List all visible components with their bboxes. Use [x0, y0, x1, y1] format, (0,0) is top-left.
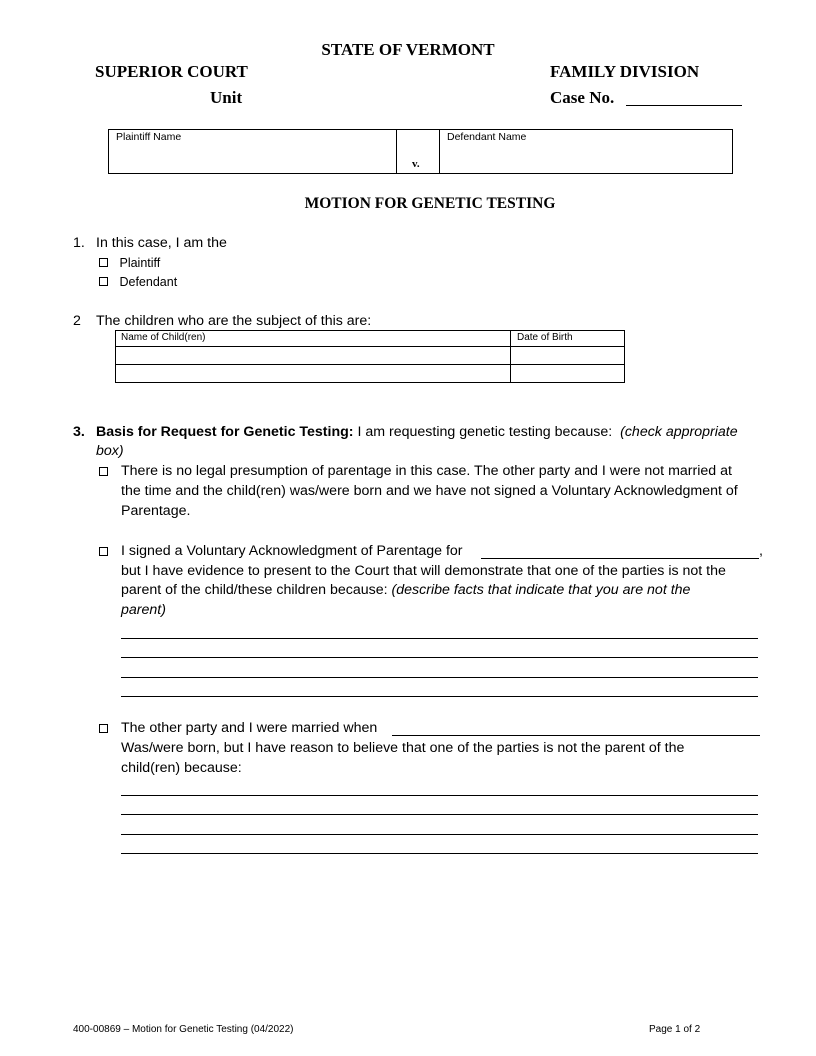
page-number: Page 1 of 2	[649, 1024, 701, 1035]
option-a-line-3: Parentage.	[121, 503, 191, 519]
document-title: MOTION FOR GENETIC TESTING	[304, 195, 556, 212]
court-name: SUPERIOR COURT	[95, 62, 248, 81]
division-name: FAMILY DIVISION	[550, 62, 700, 81]
case-number-field[interactable]	[626, 105, 742, 106]
reason-line[interactable]	[121, 834, 758, 835]
section-3-number: 3.	[73, 424, 85, 440]
state-heading: STATE OF VERMONT	[321, 40, 495, 59]
facts-line[interactable]	[121, 638, 758, 639]
option-b-comma: ,	[759, 543, 763, 559]
plaintiff-checkbox[interactable]	[99, 258, 108, 267]
facts-line[interactable]	[121, 657, 758, 658]
plaintiff-option[interactable]	[99, 256, 160, 270]
facts-line[interactable]	[121, 696, 758, 697]
section-2-text: The children who are the subject of this are:	[96, 313, 372, 329]
section-1-text: In this case, I am the	[96, 235, 227, 251]
option-a-line-1: There is no legal presumption of parentage in this case. The other party and I were not married at	[121, 463, 732, 479]
option-c-line-3: child(ren) because:	[121, 760, 242, 776]
section-1-number: 1.	[73, 235, 85, 251]
option-c-line-2: Was/were born, but I have reason to believe that one of the parties is not the parent of the	[121, 740, 685, 756]
option-b-line-3: parent of the child/these children because: (describe facts that indicate that you are not the	[121, 582, 691, 598]
married-checkbox[interactable]	[99, 724, 108, 733]
versus-label: v.	[412, 158, 420, 170]
acknowledgment-child-field[interactable]	[481, 558, 759, 559]
voluntary-acknowledgment-checkbox[interactable]	[99, 547, 108, 556]
reason-line[interactable]	[121, 814, 758, 815]
child-name-cell[interactable]	[116, 365, 509, 382]
option-a-line-2: the time and the child(ren) was/were born and we have not signed a Voluntary Acknowledgment of	[121, 483, 738, 499]
option-b-line-4: parent)	[121, 602, 166, 618]
column-header-child-name: Name of Child(ren)	[121, 332, 206, 343]
facts-line[interactable]	[121, 677, 758, 678]
reason-line[interactable]	[121, 853, 758, 854]
option-c-line-1: The other party and I were married when	[121, 720, 378, 736]
section-2-number: 2	[73, 313, 81, 329]
marriage-date-field[interactable]	[392, 735, 760, 736]
defendant-name-field[interactable]: Defendant Name	[447, 131, 527, 143]
date-of-birth-cell[interactable]	[512, 347, 624, 363]
defendant-option[interactable]	[99, 275, 177, 289]
case-number-label: Case No.	[550, 88, 615, 107]
defendant-checkbox[interactable]	[99, 277, 108, 286]
date-of-birth-cell[interactable]	[512, 365, 624, 382]
plaintiff-name-field[interactable]: Plaintiff Name	[116, 131, 182, 143]
option-b-line-2: but I have evidence to present to the Court that will demonstrate that one of the parties is not the	[121, 563, 726, 579]
reason-line[interactable]	[121, 795, 758, 796]
section-3-instruction: box)	[96, 443, 124, 459]
option-b-line-1: I signed a Voluntary Acknowledgment of Parentage for	[121, 543, 463, 559]
form-identifier: 400-00869 – Motion for Genetic Testing (04/2022)	[73, 1024, 294, 1035]
unit-label: Unit	[210, 88, 243, 107]
child-name-cell[interactable]	[116, 347, 509, 363]
plaintiff-option-label: Plaintiff	[119, 256, 161, 270]
column-header-date-of-birth: Date of Birth	[517, 332, 573, 343]
defendant-option-label: Defendant	[119, 275, 178, 289]
section-3-heading: Basis for Request for Genetic Testing: I am requesting genetic testing because: (check appropriate	[96, 424, 738, 440]
no-presumption-checkbox[interactable]	[99, 467, 108, 476]
